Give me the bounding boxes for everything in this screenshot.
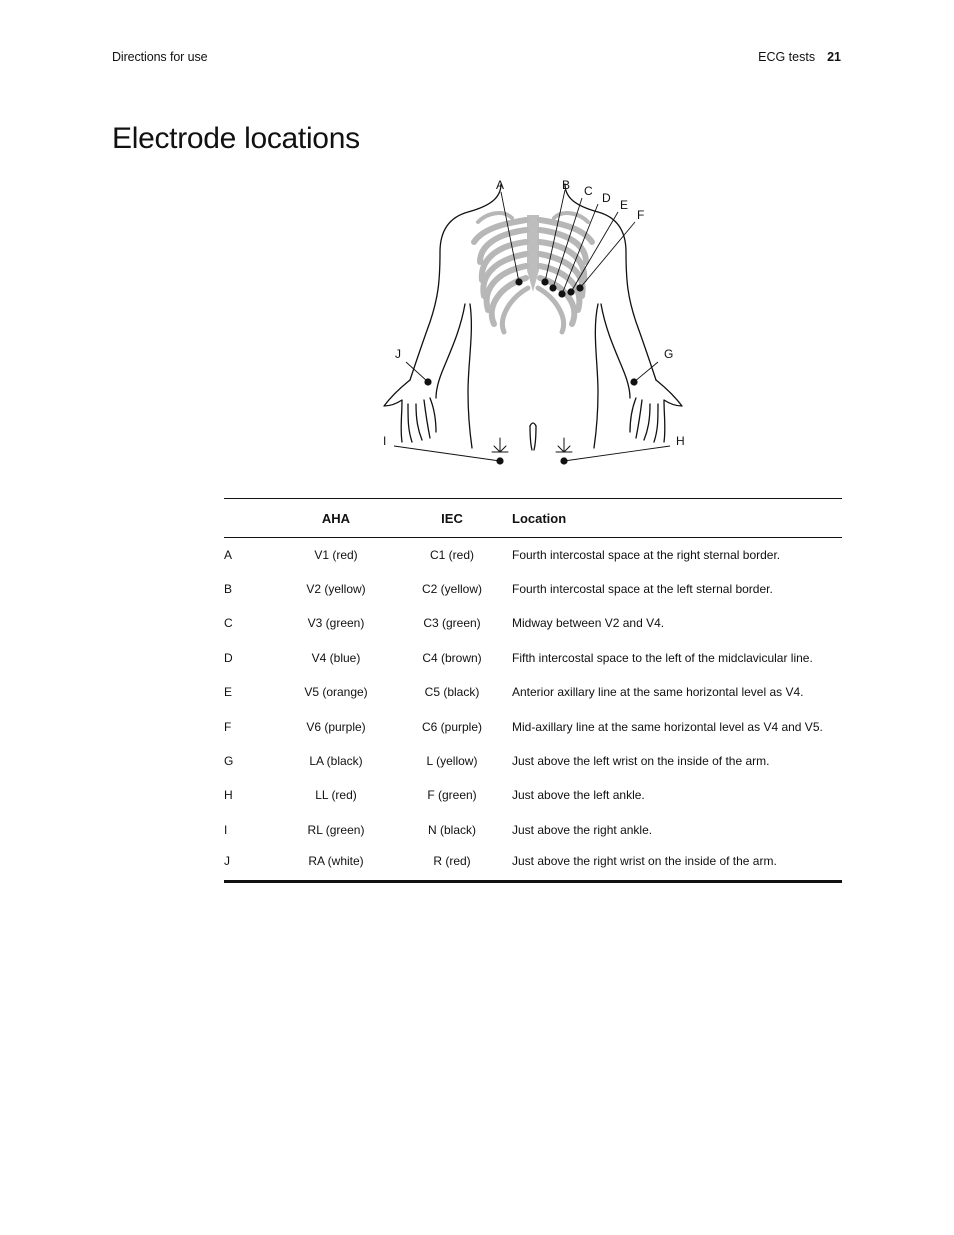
aha-lead: V1 (red) xyxy=(314,547,358,562)
row-letter: E xyxy=(224,685,233,700)
iec-lead: C2 (yellow) xyxy=(421,582,482,597)
electrode-dot-f xyxy=(576,284,583,291)
row-letter: G xyxy=(224,754,234,769)
table-row xyxy=(224,744,842,778)
location-description: Fifth intercostal space to the left of the midclavicular line. xyxy=(512,650,813,665)
electrode-label-d: D xyxy=(602,191,611,205)
row-letter: F xyxy=(224,719,232,734)
iec-lead: C3 (green) xyxy=(423,616,481,631)
electrode-label-c: C xyxy=(584,184,593,198)
row-letter: C xyxy=(224,616,233,631)
electrode-label-f: F xyxy=(637,208,645,222)
column-header-location: Location xyxy=(504,499,842,538)
aha-lead: RL (green) xyxy=(307,822,365,837)
aha-lead: V6 (purple) xyxy=(306,719,366,734)
body-outline-illustration xyxy=(370,172,700,472)
location-description: Just above the left ankle. xyxy=(512,788,645,803)
location-description: Just above the right ankle. xyxy=(512,822,653,837)
electrode-dot-g xyxy=(630,378,637,385)
table-row xyxy=(224,847,842,881)
location-description: Fourth intercostal space at the right sternal border. xyxy=(512,547,781,562)
aha-lead: V5 (orange) xyxy=(304,685,368,700)
table-row xyxy=(224,606,842,640)
electrode-dot-d xyxy=(558,290,565,297)
aha-lead: V2 (yellow) xyxy=(306,582,366,597)
aha-lead: RA (white) xyxy=(272,847,400,881)
electrode-label-g: G xyxy=(664,347,674,361)
location-description: Just above the right wrist on the inside of the arm. xyxy=(504,847,842,881)
iec-lead: F (green) xyxy=(427,788,477,803)
table-row xyxy=(224,641,842,675)
page-title: Electrode locations xyxy=(112,122,360,155)
row-letter: H xyxy=(224,788,233,803)
electrode-dot-a xyxy=(515,278,522,285)
electrode-dot-j xyxy=(424,378,431,385)
rib-cage xyxy=(474,213,592,332)
iec-lead: C6 (purple) xyxy=(421,719,483,734)
aha-lead: V3 (green) xyxy=(307,616,365,631)
row-letter: I xyxy=(224,822,228,837)
table-row xyxy=(224,778,842,812)
column-header-aha: AHA xyxy=(272,499,400,538)
column-header-iec: IEC xyxy=(400,499,504,538)
electrode-label-h: H xyxy=(676,434,685,448)
electrode-label-b: B xyxy=(562,178,571,192)
section-name: ECG tests xyxy=(758,50,816,64)
table-row xyxy=(224,709,842,743)
location-description: Anterior axillary line at the same horizontal level as V4. xyxy=(512,685,804,700)
row-letter: B xyxy=(224,582,233,597)
row-letter: J xyxy=(224,847,272,881)
electrode-label-a: A xyxy=(496,178,505,192)
electrode-dot-c xyxy=(549,284,556,291)
running-header-left: Directions for use xyxy=(112,50,208,64)
aha-lead: LL (red) xyxy=(315,788,357,803)
table-header-row xyxy=(224,499,842,538)
electrode-dot-e xyxy=(567,288,574,295)
iec-lead: C5 (black) xyxy=(424,685,480,700)
column-header-letter xyxy=(224,499,272,538)
location-description: Midway between V2 and V4. xyxy=(512,616,665,631)
electrode-dot-b xyxy=(541,278,548,285)
iec-lead: N (black) xyxy=(427,822,476,837)
iec-lead: L (yellow) xyxy=(426,754,478,769)
electrode-diagram xyxy=(370,172,700,472)
table-row xyxy=(224,675,842,709)
electrode-dot-i xyxy=(496,457,503,464)
electrode-dots xyxy=(424,278,637,464)
row-letter: A xyxy=(224,547,233,562)
electrode-location-table xyxy=(224,498,842,883)
table-row xyxy=(224,813,842,847)
aha-lead: LA (black) xyxy=(309,754,363,769)
electrode-dot-h xyxy=(560,457,567,464)
electrode-label-j: J xyxy=(395,347,401,361)
iec-lead: C4 (brown) xyxy=(422,650,482,665)
location-description: Mid-axillary line at the same horizontal level as V4 and V5. xyxy=(512,719,823,734)
location-description: Fourth intercostal space at the left sternal border. xyxy=(512,582,773,597)
running-header-right xyxy=(758,50,841,64)
table-row xyxy=(224,572,842,606)
page-number: 21 xyxy=(827,50,841,64)
electrode-label-i: I xyxy=(383,434,387,448)
iec-lead: C1 (red) xyxy=(429,547,474,562)
iec-lead: R (red) xyxy=(400,847,504,881)
electrode-label-e: E xyxy=(620,198,629,212)
row-letter: D xyxy=(224,650,233,665)
aha-lead: V4 (blue) xyxy=(311,650,361,665)
location-description: Just above the left wrist on the inside of the arm. xyxy=(512,754,770,769)
table-row xyxy=(224,538,842,572)
